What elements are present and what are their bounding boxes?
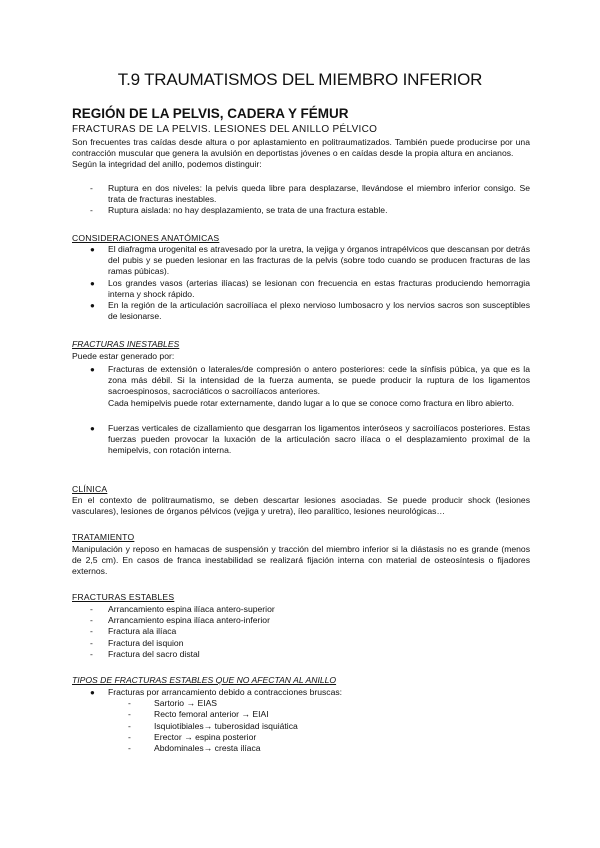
list-item: - Arrancamiento espina ilíaca antero-inferior — [72, 615, 530, 626]
list-item: ● En la región de la articulación sacroilíaca el plexo nervioso lumbosacro y los nervios sacros son susceptibles de lesionarse. — [90, 300, 530, 322]
list-item: - Ruptura en dos niveles: la pelvis queda libre para desplazarse, llevándose el miembro inferior consigo. Se trata de fracturas inestables. — [72, 183, 530, 205]
bullet-marker: ● — [90, 278, 95, 288]
dash-marker: - — [90, 648, 93, 659]
dash-marker: - — [128, 731, 131, 742]
types-list — [72, 687, 530, 754]
list-item: ● El diafragma urogenital es atravesado por la uretra, la vejiga y órganos intrapélvicos que descansan por detrás del pubis y se pueden lesionar en las fracturas de la pelvis (sobre todo cuando se producen fracturas de las ramas púbicas). — [90, 244, 530, 277]
sub-list-item: - Recto femoral anterior → EIAI — [128, 709, 269, 720]
dash-marker: - — [128, 709, 131, 720]
tratamiento-text: Manipulación y reposo en hamacas de suspensión y tracción del miembro inferior si la diástasis no es grande (menos de 2,5 cm). En casos de franca inestabilidad se realizará fijación interna con material de osteosíntesis o fijadores externos. — [72, 544, 530, 577]
list-item: ● Los grandes vasos (arterias ilíacas) se lesionan con frecuencia en estas fracturas produciendo hemorragia interna y shock rápido. — [90, 277, 530, 299]
dash-marker: - — [128, 698, 131, 709]
list-item: - Fractura ala ilíaca — [72, 626, 530, 637]
unstable-list — [72, 364, 530, 456]
dash-marker: - — [90, 637, 93, 648]
unstable-heading: FRACTURAS INESTABLES — [72, 339, 180, 349]
intro-block — [72, 137, 530, 171]
clinica-heading: CLÍNICA — [72, 484, 108, 494]
anatomic-list — [72, 244, 530, 322]
bullet-marker: ● — [90, 688, 95, 697]
anatomic-heading: CONSIDERACIONES ANATÓMICAS — [72, 233, 220, 243]
clinica-text: En el contexto de politraumatismo, se deben descartar lesiones asociadas. Se puede producir shock (lesiones vasculares), lesiones de órganos pélvicos (vejiga y uretra), íleo paralítico, lesiones neurológicas… — [72, 495, 530, 517]
section-title: REGIÓN DE LA PELVIS, CADERA Y FÉMUR — [72, 106, 349, 121]
list-item: ● Fracturas por arrancamiento debido a contracciones bruscas: — [90, 687, 343, 697]
bullet-marker: ● — [90, 245, 95, 254]
list-item: - Fractura del isquion — [72, 638, 530, 649]
dash-marker: - — [128, 743, 131, 754]
dash-marker: - — [90, 615, 93, 626]
bullet-marker: ● — [90, 301, 95, 311]
list-item: - Ruptura aislada: no hay desplazamiento, se trata de una fractura estable. — [72, 205, 530, 216]
list-item: - Fractura del sacro distal — [72, 649, 530, 660]
list-item: ● Fuerzas verticales de cizallamiento que desgarran los ligamentos interóseos y sacroilíacos posteriores. Estas fuerzas pueden provocar la luxación de la articulación sacro ilíaca o el desplazamiento proximal de la hemipelvis, con rotación interna. — [90, 422, 530, 456]
dash-marker: - — [90, 604, 93, 614]
types-heading: TIPOS DE FRACTURAS ESTABLES QUE NO AFECTAN AL ANILLO — [72, 675, 337, 685]
stable-list — [72, 604, 530, 660]
integrity-list — [72, 183, 530, 217]
sub-list-item: - Abdominales→ cresta ilíaca — [128, 743, 261, 754]
dash-marker: - — [90, 626, 93, 637]
sub-list-item: - Isquiotibiales→ tuberosidad isquiática — [128, 720, 298, 731]
list-item: - Arrancamiento espina ilíaca antero-superior — [72, 604, 530, 615]
sub-list-item: - Sartorio → EIAS — [128, 698, 218, 709]
intro-paragraph: Son frecuentes tras caídas desde altura o por aplastamiento en politraumatizados. También puede producirse por una contracción muscular que genera la avulsión en deportistas jóvenes o en caídas desde la propia altura en ancianos. — [72, 137, 530, 159]
dash-marker: - — [128, 720, 131, 731]
tratamiento-heading: TRATAMIENTO — [72, 532, 135, 542]
bullet-marker: ● — [90, 365, 95, 374]
unstable-item1-extra: Cada hemipelvis puede rotar externamente, dando lugar a lo que se conoce como fractura en libro abierto. — [108, 397, 515, 408]
list-item: ● Fracturas de extensión o laterales/de compresión o antero posteriores: cede la sínfisis púbica, ya que es la zona más débil. Si la intensidad de la fuerza aumenta, se puede producir la ruptura de los ligamentos sacroespinosos, sacrociáticos o sacroilíacos anteriores. Cada hemipelvis puede rotar externamente, dando lugar a lo que se conoce como fractura en libro abierto. — [90, 364, 530, 408]
dash-marker: - — [90, 205, 93, 216]
document-title: T.9 TRAUMATISMOS DEL MIEMBRO INFERIOR — [117, 70, 483, 89]
subsection-title: FRACTURAS DE LA PELVIS. LESIONES DEL ANILLO PÉLVICO — [72, 124, 378, 135]
stable-heading: FRACTURAS ESTABLES — [72, 592, 175, 602]
sub-list-item: - Erector → espina posterior — [128, 731, 257, 742]
bullet-marker: ● — [90, 423, 95, 433]
dash-marker: - — [90, 183, 93, 193]
intro-lead: Según la integridad del anillo, podemos distinguir: — [72, 159, 262, 170]
unstable-lead: Puede estar generado por: — [72, 351, 175, 361]
